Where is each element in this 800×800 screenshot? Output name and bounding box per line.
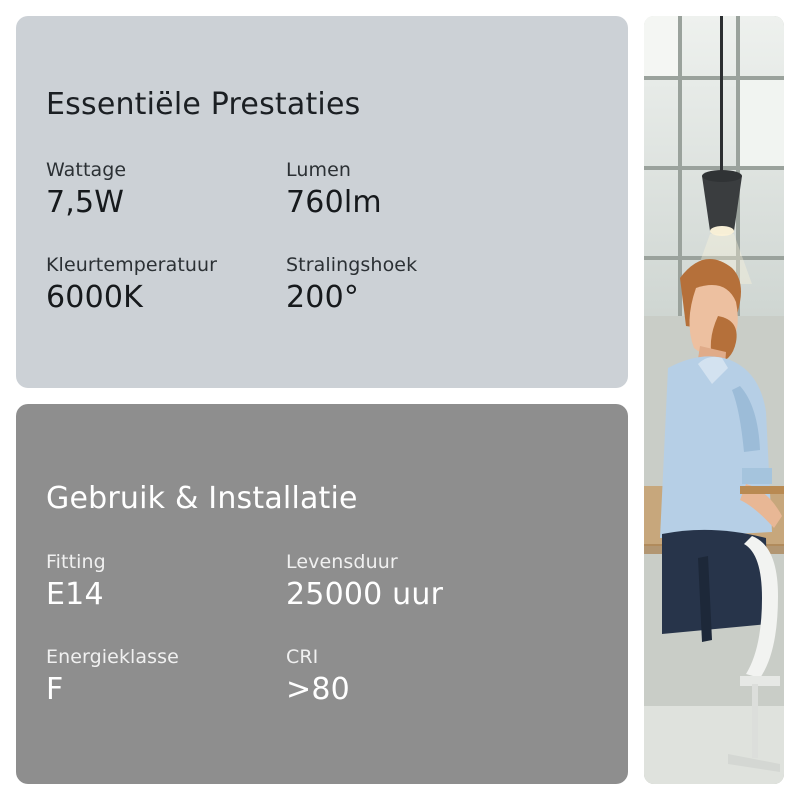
- spec-value: F: [46, 672, 64, 708]
- spec-value: >80: [286, 672, 350, 708]
- spec-label: Fitting: [46, 551, 106, 573]
- card-title: Essentiële Prestaties: [46, 87, 361, 122]
- card-essential-performance: [16, 16, 628, 388]
- spec-item-color-temperature: [46, 254, 286, 315]
- spec-item-fitting: [46, 551, 286, 612]
- spec-label: Energieklasse: [46, 646, 179, 669]
- card-title: Gebruik & Installatie: [46, 481, 358, 516]
- spec-label: Levensduur: [286, 551, 398, 573]
- spec-item-lumen: [286, 159, 598, 220]
- spec-value: 760lm: [286, 184, 382, 220]
- spec-value: 7,5W: [46, 184, 125, 220]
- spec-value: 25000 uur: [286, 576, 444, 612]
- spec-value: 200°: [286, 280, 360, 316]
- spec-grid: [46, 551, 598, 742]
- spec-label: Lumen: [286, 159, 352, 181]
- spec-label: CRI: [286, 646, 319, 669]
- card-usage-installation: [16, 404, 628, 784]
- product-context-photo: [644, 16, 784, 784]
- spec-label: Wattage: [46, 159, 127, 181]
- spec-label: Stralingshoek: [286, 254, 418, 277]
- spec-item-beam-angle: [286, 254, 598, 315]
- spec-item-lifetime: [286, 551, 598, 612]
- spec-cards-column: [16, 16, 628, 784]
- spec-item-cri: [286, 646, 598, 707]
- spec-value: 6000K: [46, 280, 144, 316]
- photo-illustration: [644, 16, 784, 784]
- spec-grid: [46, 159, 598, 350]
- spec-value: E14: [46, 576, 104, 612]
- spec-label: Kleurtemperatuur: [46, 254, 218, 277]
- spec-item-energy-class: [46, 646, 286, 707]
- spec-item-wattage: [46, 159, 286, 220]
